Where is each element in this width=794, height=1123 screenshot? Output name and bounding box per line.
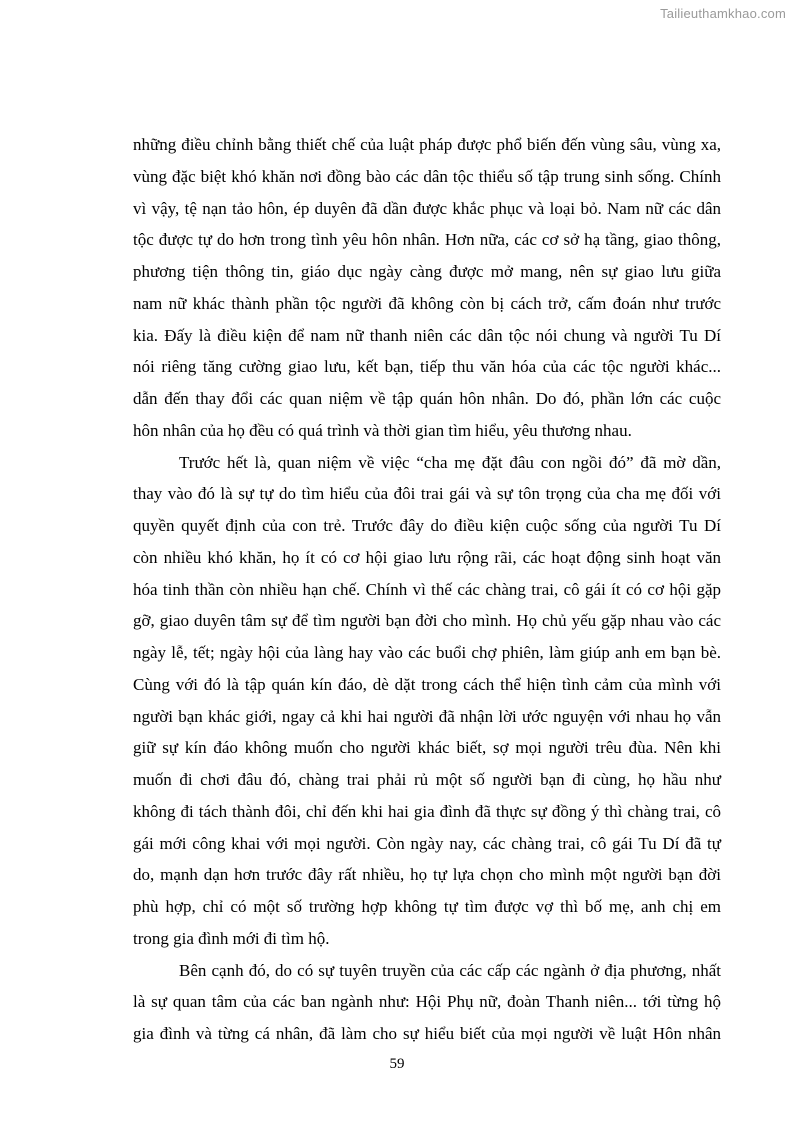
text-line: trong gia đình mới đi tìm hộ. bbox=[133, 928, 330, 948]
text-line: Trước hết là, quan niệm về việc “cha mẹ đặt đâu con ngồi đó” đã mờ dần, bbox=[179, 452, 721, 472]
text-line: ngày lễ, tết; ngày hội của làng hay vào các buổi chợ phiên, làm giúp anh em bạn bè. bbox=[133, 643, 721, 662]
text-line: Bên cạnh đó, do có sự tuyên truyền của các cấp các ngành ở địa phương, nhất bbox=[179, 960, 721, 980]
paragraph bbox=[133, 447, 721, 955]
text-line: người bạn khác giới, ngay cả khi hai người đã nhận lời ước nguyện với nhau họ vẫn bbox=[133, 706, 721, 726]
text-line: do, mạnh dạn hơn trước đây rất nhiều, họ tự lựa chọn cho mình một người bạn đời bbox=[133, 865, 721, 885]
text-line: hóa tinh thần còn nhiều hạn chế. Chính vì thế các chàng trai, cô gái ít có cơ hội gặp bbox=[133, 579, 721, 599]
paragraph bbox=[133, 129, 721, 447]
text-line: muốn đi chơi đâu đó, chàng trai phải rủ một số người bạn đi cùng, họ hầu như bbox=[133, 770, 721, 789]
text-line: giữ sự kín đáo không muốn cho người khác biết, sợ mọi người trêu đùa. Nên khi bbox=[133, 738, 721, 758]
text-line: nói riêng tăng cường giao lưu, kết bạn, tiếp thu văn hóa của các tộc người khác... bbox=[133, 357, 721, 377]
text-line: phương tiện thông tin, giáo dục ngày càng được mở mang, nên sự giao lưu giữa bbox=[133, 262, 721, 281]
text-line: gia đình và từng cá nhân, đã làm cho sự hiểu biết của mọi người về luật Hôn nhân bbox=[133, 1024, 721, 1043]
text-line: Cùng với đó là tập quán kín đáo, dè dặt trong cách thể hiện tình cảm của mình với bbox=[133, 674, 721, 694]
page-number: 59 bbox=[389, 1056, 405, 1072]
text-line: vùng đặc biệt khó khăn nơi đồng bào các dân tộc thiểu số tập trung sinh sống. Chính bbox=[133, 166, 721, 186]
text-line: gái mới công khai với mọi người. Còn ngày nay, các chàng trai, cô gái Tu Dí đã tự bbox=[133, 833, 721, 853]
paragraph bbox=[133, 955, 721, 1050]
text-line: là sự quan tâm của các ban ngành như: Hội Phụ nữ, đoàn Thanh niên... tới từng hộ bbox=[133, 992, 721, 1012]
page-body bbox=[133, 129, 721, 1050]
text-line: dẫn đến thay đổi các quan niệm về tập quán hôn nhân. Do đó, phần lớn các cuộc bbox=[133, 389, 721, 408]
text-line: thay vào đó là sự tự do tìm hiểu của đôi trai gái và sự tôn trọng của cha mẹ đối với bbox=[133, 484, 721, 504]
watermark-text: Tailieuthamkhao.com bbox=[660, 6, 786, 21]
text-line: nam nữ khác thành phần tộc người đã không còn bị cách trở, cấm đoán như trước bbox=[133, 293, 721, 313]
text-line: phù hợp, chỉ có một số trường hợp không tự tìm được vợ thì bố mẹ, anh chị em bbox=[133, 897, 721, 916]
text-line: gỡ, giao duyên tâm sự để tìm người bạn đời cho mình. Họ chủ yếu gặp nhau vào các bbox=[133, 611, 721, 631]
text-line: tộc được tự do hơn trong tình yêu hôn nhân. Hơn nữa, các cơ sở hạ tầng, giao thông, bbox=[133, 230, 721, 250]
text-line: còn nhiều khó khăn, họ ít có cơ hội giao lưu rộng rãi, các hoạt động sinh hoạt văn bbox=[133, 547, 721, 567]
text-line: hôn nhân của họ đều có quá trình và thời gian tìm hiểu, yêu thương nhau. bbox=[133, 420, 632, 440]
text-line: kia. Đấy là điều kiện để nam nữ thanh niên các dân tộc nói chung và người Tu Dí bbox=[133, 325, 721, 345]
text-line: vì vậy, tệ nạn tảo hôn, ép duyên đã dần được khắc phục và loại bỏ. Nam nữ các dân bbox=[133, 198, 721, 218]
text-line: không đi tách thành đôi, chỉ đến khi hai gia đình đã thực sự đồng ý thì chàng trai, cô bbox=[133, 801, 721, 821]
text-line: những điều chỉnh bằng thiết chế của luật pháp được phổ biến đến vùng sâu, vùng xa, bbox=[133, 135, 721, 154]
text-line: quyền quyết định của con trẻ. Trước đây do điều kiện cuộc sống của người Tu Dí bbox=[133, 516, 721, 535]
